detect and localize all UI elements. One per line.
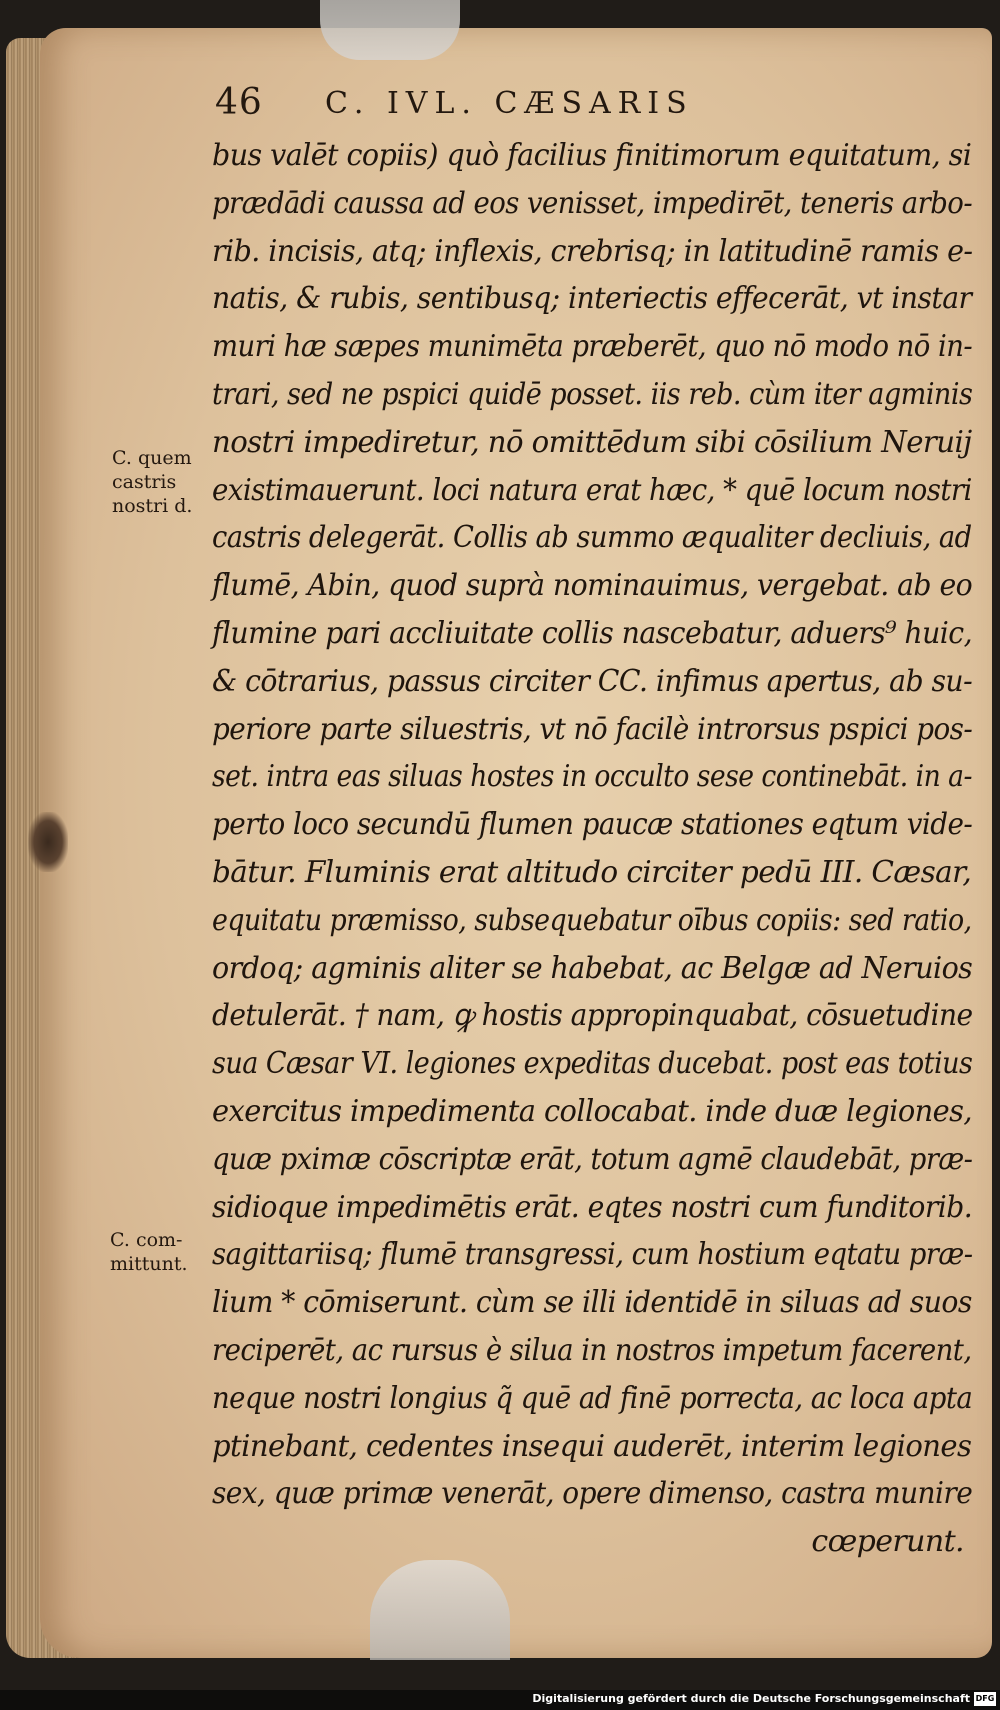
text-line: castris delegerāt. Collis ab summo æqualiter decliuis, ad xyxy=(212,520,972,556)
text-line: lium * cōmiserunt. cùm se illi identidē in siluas ad suos xyxy=(212,1285,972,1321)
text-line: flumē, Abin, quod suprà nominauimus, vergebat. ab eo xyxy=(212,568,973,604)
footer-bar xyxy=(0,1690,1000,1710)
ink-stain xyxy=(28,812,68,872)
text-line: existimauerunt. loci natura erat hæc, * quē locum nostri xyxy=(212,472,972,508)
text-line: ptinebant, cedentes insequi auderēt, interim legiones xyxy=(212,1428,972,1464)
dfg-logo: DFG xyxy=(974,1692,996,1706)
text-line: reciperēt, ac rursus è silua in nostros impetum facerent, xyxy=(212,1332,972,1368)
footer-credit: Digitalisierung gefördert durch die Deutsche Forschungsgemeinschaft xyxy=(532,1692,970,1705)
page-number: 46 xyxy=(215,82,263,123)
text-line: sagittariisq; flumē transgressi, cum hostium eqtatu præ- xyxy=(212,1237,973,1273)
text-line: & cōtrarius, passus circiter CC. infimus apertus, ab su- xyxy=(212,663,973,699)
text-line: bus valēt copiis) quò facilius finitimorum equitatum, si xyxy=(212,138,972,173)
text-line: exercitus impedimenta collocabat. inde duæ legiones, xyxy=(212,1093,972,1129)
text-line: muri hæ sæpes munimēta præberēt, quo nō modo nō in- xyxy=(212,329,973,365)
margin-note-1 xyxy=(112,446,192,518)
margin-note-line: nostri d. xyxy=(112,495,193,517)
text-line: perto loco secundū flumen paucæ stationes eqtum vide- xyxy=(212,807,973,843)
text-line: sex, quæ primæ venerāt, opere dimenso, castra munire xyxy=(212,1476,973,1512)
text-line: periore parte siluestris, vt nō facilè introrsus pspici pos- xyxy=(212,711,973,747)
text-line: sua Cæsar VI. legiones expeditas ducebat. post eas totius xyxy=(212,1046,973,1082)
text-line: trari, sed ne pspici quidē posset. iis reb. cùm iter agminis xyxy=(212,376,973,412)
text-line: ordoq; agminis aliter se habebat, ac Belgæ ad Neruios xyxy=(212,950,973,986)
page-header xyxy=(215,82,815,128)
page-clip-bottom xyxy=(370,1560,510,1660)
text-line: flumine pari accliuitate collis nascebatur, aduers⁹ huic, xyxy=(212,615,973,651)
margin-note-line: C. com- xyxy=(110,1229,183,1251)
text-line: set. intra eas siluas hostes in occulto sese continebāt. in a- xyxy=(212,759,972,795)
margin-note-2 xyxy=(110,1228,188,1276)
text-line: nostri impediretur, nō omittēdum sibi cōsilium Neruij xyxy=(212,424,972,460)
margin-note-line: mittunt. xyxy=(110,1253,188,1275)
text-line: prædādi caussa ad eos venisset, impedirēt, teneris arbo- xyxy=(212,185,973,221)
page-clip-top xyxy=(320,0,460,60)
text-line: quæ pximæ cōscriptæ erāt, totum agmē claudebāt, præ- xyxy=(212,1141,973,1177)
text-line-catchword: cœperunt. xyxy=(811,1524,964,1560)
text-line: rib. incisis, atq; inflexis, crebrisq; in latitudinē ramis e- xyxy=(212,233,973,269)
running-head: C. IVL. CÆSARIS xyxy=(325,86,694,121)
text-line: sidioque impedimētis erāt. eqtes nostri cum funditorib. xyxy=(212,1189,973,1225)
body-text xyxy=(212,132,972,1566)
text-line: neque nostri longius q̃ quē ad finē porrecta, ac loca apta xyxy=(212,1380,973,1416)
text-line: bātur. Fluminis erat altitudo circiter pedū III. Cæsar, xyxy=(212,854,972,890)
text-line: detulerāt. † nam, ꝙ hostis appropinquabat, cōsuetudine xyxy=(212,998,973,1034)
text-line: equitatu præmisso, subsequebatur oībus copiis: sed ratio, xyxy=(212,902,972,938)
margin-note-line: C. quem xyxy=(112,447,192,469)
text-line: natis, & rubis, sentibusq; interiectis effecerāt, vt instar xyxy=(212,281,972,317)
margin-note-line: castris xyxy=(112,471,177,493)
